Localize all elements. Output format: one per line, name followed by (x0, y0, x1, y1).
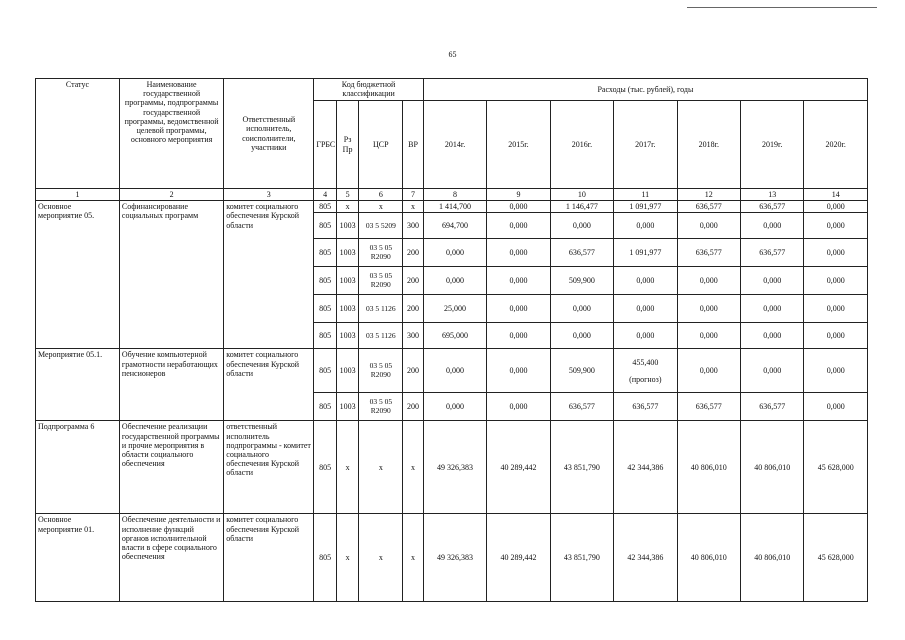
column-number: 2 (119, 189, 223, 201)
header-year: 2017г. (614, 101, 677, 189)
value-cell: 0,000 (487, 201, 550, 213)
executor-cell: комитет социального обеспечения Курской области (224, 201, 314, 349)
top-rule (687, 7, 877, 8)
value-cell: 0,000 (677, 267, 740, 295)
header-rzpr: Рз Пр (336, 101, 359, 189)
header-year: 2020г. (804, 101, 868, 189)
value-cell: 0,000 (614, 295, 677, 323)
value-cell: 42 344,386 (614, 421, 677, 514)
value-cell: 0,000 (487, 213, 550, 239)
value-cell: 0,000 (550, 213, 613, 239)
value-cell: 1 091,977 (614, 201, 677, 213)
grbs-cell: 805 (314, 213, 337, 239)
csr-cell: 03 5 05 R2090 (359, 393, 403, 421)
column-number-row (36, 189, 868, 201)
value-cell: 49 326,383 (423, 421, 486, 514)
executor-cell: ответственный исполнитель подпрограммы - комитет социального обеспечения Курской области (224, 421, 314, 514)
value-cell: 694,700 (423, 213, 486, 239)
value-cell: 0,000 (550, 295, 613, 323)
rzpr-cell: 1003 (336, 295, 359, 323)
value-cell: 0,000 (487, 323, 550, 349)
value-cell: 40 806,010 (677, 421, 740, 514)
value-cell: 636,577 (677, 201, 740, 213)
value-cell: 40 289,442 (487, 514, 550, 602)
column-number: 4 (314, 189, 337, 201)
header-budget-class: Код бюджетной классификации (314, 79, 423, 101)
csr-cell: x (359, 201, 403, 213)
header-grbs: ГРБС (314, 101, 337, 189)
header-csr: ЦСР (359, 101, 403, 189)
value-cell: 49 326,383 (423, 514, 486, 602)
value-cell: 40 806,010 (740, 421, 803, 514)
vr-cell: 300 (403, 213, 423, 239)
header-status: Статус (36, 79, 120, 189)
rzpr-cell: 1003 (336, 267, 359, 295)
status-cell: Основное мероприятие 01. (36, 514, 120, 602)
rzpr-cell: 1003 (336, 239, 359, 267)
value-cell: 0,000 (487, 393, 550, 421)
value-cell: 40 806,010 (740, 514, 803, 602)
grbs-cell: 805 (314, 421, 337, 514)
grbs-cell: 805 (314, 267, 337, 295)
value-cell: 0,000 (423, 393, 486, 421)
column-number: 1 (36, 189, 120, 201)
column-number: 7 (403, 189, 423, 201)
header-vr: ВР (403, 101, 423, 189)
csr-cell: 03 5 1126 (359, 323, 403, 349)
header-year: 2014г. (423, 101, 486, 189)
rzpr-cell: 1003 (336, 349, 359, 393)
budget-table (35, 78, 868, 602)
value-cell: 40 806,010 (677, 514, 740, 602)
vr-cell: 200 (403, 239, 423, 267)
value-cell: 0,000 (677, 323, 740, 349)
value-cell: 0,000 (740, 213, 803, 239)
grbs-cell: 805 (314, 349, 337, 393)
vr-cell: 300 (403, 323, 423, 349)
value-cell: 0,000 (677, 295, 740, 323)
column-number: 11 (614, 189, 677, 201)
vr-cell: x (403, 514, 423, 602)
value-cell: 636,577 (550, 393, 613, 421)
value-cell: 0,000 (804, 349, 868, 393)
forecast-note: (прогноз) (629, 374, 662, 384)
header-year: 2019г. (740, 101, 803, 189)
column-number: 5 (336, 189, 359, 201)
value-cell: 0,000 (550, 323, 613, 349)
grbs-cell: 805 (314, 239, 337, 267)
value-cell: 0,000 (804, 295, 868, 323)
page-number: 65 (448, 50, 457, 59)
name-cell: Обучение компьютерной грамотности неработающих пенсионеров (119, 349, 223, 421)
value-cell: 0,000 (487, 349, 550, 393)
executor-cell: комитет социального обеспечения Курской области (224, 514, 314, 602)
value-cell: 0,000 (740, 323, 803, 349)
value-cell: 0,000 (423, 349, 486, 393)
value-cell: 25,000 (423, 295, 486, 323)
value-cell: 509,900 (550, 349, 613, 393)
table-row (36, 349, 868, 393)
column-number: 14 (804, 189, 868, 201)
vr-cell: x (403, 421, 423, 514)
value-cell: 43 851,790 (550, 421, 613, 514)
value-cell: 0,000 (614, 213, 677, 239)
rzpr-cell: x (336, 201, 359, 213)
column-number: 9 (487, 189, 550, 201)
vr-cell: 200 (403, 295, 423, 323)
name-cell: Обеспечение реализации государственной программы и прочие мероприятия в области социального обеспечения (119, 421, 223, 514)
value-cell: 0,000 (740, 295, 803, 323)
value-cell: 695,000 (423, 323, 486, 349)
header-name: Наименование государственной программы, подпрограммы государственной программы, ведомственной целевой программы, основного мероприятия (119, 79, 223, 189)
table-row (36, 201, 868, 213)
column-number: 8 (423, 189, 486, 201)
vr-cell: 200 (403, 267, 423, 295)
value-cell: 42 344,386 (614, 514, 677, 602)
column-number: 13 (740, 189, 803, 201)
value-cell: 0,000 (677, 213, 740, 239)
value-cell: 636,577 (550, 239, 613, 267)
executor-cell: комитет социального обеспечения Курской области (224, 349, 314, 421)
csr-cell: 03 5 5209 (359, 213, 403, 239)
name-cell: Обеспечение деятельности и исполнение функций органов исполнительной власти в сфере социального обеспечения (119, 514, 223, 602)
value-cell: 636,577 (677, 239, 740, 267)
value-cell: 509,900 (550, 267, 613, 295)
csr-cell: 03 5 05 R2090 (359, 239, 403, 267)
value-cell: 636,577 (677, 393, 740, 421)
value-cell: 45 628,000 (804, 421, 868, 514)
grbs-cell: 805 (314, 201, 337, 213)
header-expenses: Расходы (тыс. рублей), годы (423, 79, 867, 101)
rzpr-cell: 1003 (336, 213, 359, 239)
column-number: 12 (677, 189, 740, 201)
grbs-cell: 805 (314, 393, 337, 421)
value-cell: 1 091,977 (614, 239, 677, 267)
status-cell: Подпрограмма 6 (36, 421, 120, 514)
column-number: 6 (359, 189, 403, 201)
column-number: 3 (224, 189, 314, 201)
value-cell: 0,000 (677, 349, 740, 393)
header-year: 2018г. (677, 101, 740, 189)
value-cell: 0,000 (423, 267, 486, 295)
value-cell: 0,000 (804, 393, 868, 421)
rzpr-cell: x (336, 421, 359, 514)
csr-cell: 03 5 1126 (359, 295, 403, 323)
vr-cell: x (403, 201, 423, 213)
value-cell: 0,000 (423, 239, 486, 267)
csr-cell: x (359, 421, 403, 514)
rzpr-cell: 1003 (336, 393, 359, 421)
value-cell: 40 289,442 (487, 421, 550, 514)
value-cell: 636,577 (614, 393, 677, 421)
rzpr-cell: x (336, 514, 359, 602)
header-year: 2015г. (487, 101, 550, 189)
value-cell: 636,577 (740, 393, 803, 421)
grbs-cell: 805 (314, 514, 337, 602)
grbs-cell: 805 (314, 295, 337, 323)
grbs-cell: 805 (314, 323, 337, 349)
status-cell: Основное мероприятие 05. (36, 201, 120, 349)
value-cell: 0,000 (487, 295, 550, 323)
csr-cell: x (359, 514, 403, 602)
table-row (36, 421, 868, 514)
value-cell: 0,000 (614, 267, 677, 295)
value-cell: 1 146,477 (550, 201, 613, 213)
value-cell: 45 628,000 (804, 514, 868, 602)
name-cell: Софинансирование социальных программ (119, 201, 223, 349)
value-cell: 0,000 (804, 267, 868, 295)
value-cell: 0,000 (740, 267, 803, 295)
value-cell: 0,000 (487, 267, 550, 295)
csr-cell: 03 5 05 R2090 (359, 349, 403, 393)
value-cell: 1 414,700 (423, 201, 486, 213)
header-executor: Ответственный исполнитель, соисполнители, участники (224, 79, 314, 189)
vr-cell: 200 (403, 349, 423, 393)
vr-cell: 200 (403, 393, 423, 421)
value-cell: 0,000 (804, 213, 868, 239)
value-cell: 0,000 (804, 201, 868, 213)
value-cell: 43 851,790 (550, 514, 613, 602)
value-cell: 636,577 (740, 239, 803, 267)
value-cell (614, 349, 677, 393)
table-row (36, 514, 868, 602)
column-number: 10 (550, 189, 613, 201)
value-cell: 0,000 (804, 323, 868, 349)
status-cell: Мероприятие 05.1. (36, 349, 120, 421)
value-cell: 0,000 (740, 349, 803, 393)
rzpr-cell: 1003 (336, 323, 359, 349)
value-cell: 0,000 (804, 239, 868, 267)
value-cell: 0,000 (614, 323, 677, 349)
header-year: 2016г. (550, 101, 613, 189)
value-cell: 636,577 (740, 201, 803, 213)
value-cell: 0,000 (487, 239, 550, 267)
value-text: 455,400 (632, 357, 659, 367)
csr-cell: 03 5 05 R2090 (359, 267, 403, 295)
